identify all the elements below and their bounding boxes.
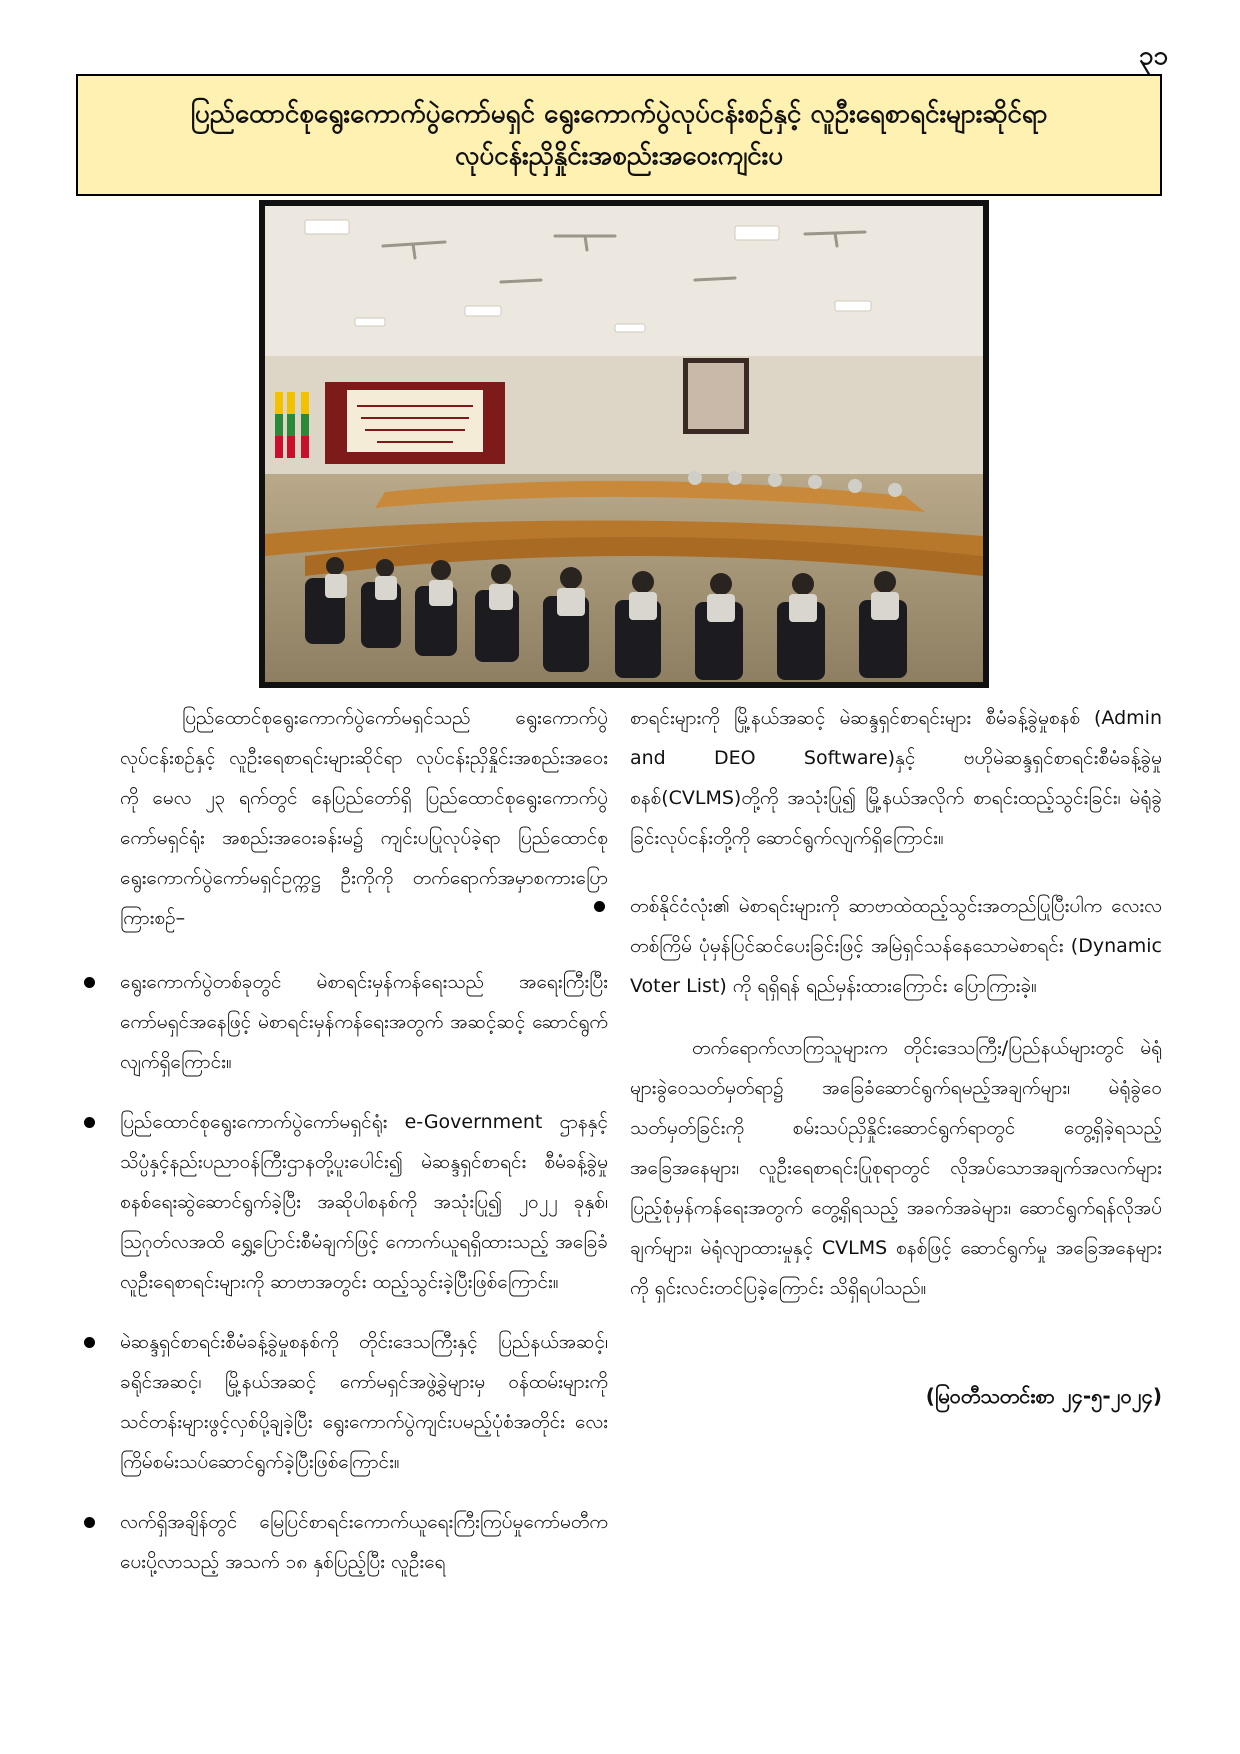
bullet-text-5: တစ်နိုင်ငံလုံး၏ မဲစာရင်းများကို ဆာဗာထဲထည့်သွင်းအတည်ပြုပြီးပါက လေးလတစ်ကြိမ် ပုံမှန်ပြင်ဆင်ပေးခြင်းဖြင့် အမြဲရှင်သန်နေသောမဲစာရင်း (Dynamic Voter List) ကို ရရှိရန် ရည်မှန်းထားကြောင်း ပြောကြားခဲ့။	[630, 895, 1162, 997]
article-title-line-1: ပြည်ထောင်စုရွေးကောက်ပွဲကော်မရှင် ရွေးကောက်ပွဲလုပ်ငန်းစဉ်နှင့် လူဦးရေစာရင်းများဆိုင်ရာ	[190, 99, 1048, 129]
bullet-text-4: လက်ရှိအချိန်တွင် မြေပြင်စာရင်းကောက်ယူရေးကြီးကြပ်မှုကော်မတီက ပေးပို့လာသည့် အသက် ၁၈ နှစ်ပြည့်ပြီး လူဦးရေ	[120, 1511, 608, 1573]
bullet-item-2	[120, 1102, 608, 1302]
bullet-item-3	[120, 1322, 608, 1482]
bullet-text-3: မဲဆန္ဒရှင်စာရင်းစီမံခန့်ခွဲမှုစနစ်ကို တိုင်းဒေသကြီးနှင့် ပြည်နယ်အဆင့်၊ ခရိုင်အဆင့်၊ မြို့နယ်အဆင့် ကော်မရှင်အဖွဲ့ခွဲများမှ ဝန်ထမ်းများကို သင်တန်းများဖွင့်လှစ်ပို့ချခဲ့ပြီး ရွေးကောက်ပွဲကျင်းပမည့်ပုံစံအတိုင်း လေးကြိမ်စမ်းသပ်ဆောင်ရွက်ခဲ့ပြီးဖြစ်ကြောင်း။	[120, 1331, 608, 1473]
article-column-right	[630, 698, 1162, 1416]
article-bullet-list-right	[630, 886, 1162, 1006]
bullet-item-1	[120, 962, 608, 1082]
bullet-icon	[84, 1117, 95, 1128]
article-title-line-2: လုပ်ငန်းညှိနှိုင်းအစည်းအဝေးကျင်းပ	[454, 141, 784, 171]
article-column-left	[120, 698, 608, 1582]
bullet-icon	[84, 1337, 95, 1348]
article-continued-paragraph: စာရင်းများကို မြို့နယ်အဆင့် မဲဆန္ဒရှင်စာရင်းများ စီမံခန့်ခွဲမှုစနစ် (Admin and DEO Software)နှင့် ဗဟိုမဲဆန္ဒရှင်စာရင်းစီမံခန့်ခွဲမှုစနစ်(CVLMS)တို့ကို အသုံးပြု၍ မြို့နယ်အလိုက် စာရင်းထည့်သွင်းခြင်း၊ မဲရုံခွဲခြင်းလုပ်ငန်းတို့ကို ဆောင်ရွက်လျက်ရှိကြောင်း။	[630, 707, 1162, 849]
bullet-text-1: ရွေးကောက်ပွဲတစ်ခုတွင် မဲစာရင်းမှန်ကန်ရေးသည် အရေးကြီးပြီး ကော်မရှင်အနေဖြင့် မဲစာရင်းမှန်ကန်ရေးအတွက် အဆင့်ဆင့် ဆောင်ရွက်လျက်ရှိကြောင်း။	[120, 971, 608, 1073]
bullet-icon	[594, 901, 605, 912]
bullet-item-5	[630, 886, 1162, 1006]
bullet-icon	[84, 1517, 95, 1528]
page-number: ၃၁	[1138, 41, 1168, 71]
bullet-text-2: ပြည်ထောင်စုရွေးကောက်ပွဲကော်မရှင်ရုံး e-Government ဌာနနှင့် သိပ္ပံနှင့်နည်းပညာဝန်ကြီးဌာနတို့ပူးပေါင်း၍ မဲဆန္ဒရှင်စာရင်း စီမံခန့်ခွဲမှုစနစ်ရေးဆွဲဆောင်ရွက်ခဲ့ပြီး အဆိုပါစနစ်ကို အသုံးပြု၍ ၂၀၂၂ ခုနှစ်၊ ဩဂုတ်လအထိ ရွှေ့ပြောင်းစီမံချက်ဖြင့် ကောက်ယူရရှိထားသည့် အခြေခံလူဦးရေစာရင်းများကို ဆာဗာအတွင်း ထည့်သွင်းခဲ့ပြီးဖြစ်ကြောင်း။	[120, 1111, 608, 1293]
article-title-box	[76, 74, 1162, 196]
meeting-room-illustration	[265, 206, 983, 682]
article-intro-paragraph: ပြည်ထောင်စုရွေးကောက်ပွဲကော်မရှင်သည် ရွေးကောက်ပွဲလုပ်ငန်းစဉ်နှင့် လူဦးရေစာရင်းများဆိုင်ရာ လုပ်ငန်းညှိနှိုင်းအစည်းအဝေးကို မေလ ၂၃ ရက်တွင် နေပြည်တော်ရှိ ပြည်ထောင်စုရွေးကောက်ပွဲကော်မရှင်ရုံး အစည်းအဝေးခန်းမ၌ ကျင်းပပြုလုပ်ခဲ့ရာ ပြည်ထောင်စုရွေးကောက်ပွဲကော်မရှင်ဥက္ကဋ္ဌ ဦးကိုကို တက်ရောက်အမှာစကားပြောကြားစဉ်–	[120, 707, 608, 929]
article-closing-paragraph: တက်ရောက်လာကြသူများက တိုင်းဒေသကြီး/ပြည်နယ်များတွင် မဲရုံများခွဲဝေသတ်မှတ်ရာ၌ အခြေခံဆောင်ရွက်ရမည့်အချက်များ၊ မဲရုံခွဲဝေသတ်မှတ်ခြင်းကို စမ်းသပ်ညှိနှိုင်းဆောင်ရွက်ရာတွင် တွေ့ရှိခဲ့ရသည့် အခြေအနေများ၊ လူဦးရေစာရင်းပြုစုရာတွင် လိုအပ်သောအချက်အလက်များ ပြည့်စုံမှန်ကန်ရေးအတွက် တွေ့ရှိရသည့် အခက်အခဲများ၊ ဆောင်ရွက်ရန်လိုအပ်ချက်များ၊ မဲရုံလျာထားမှုနှင့် CVLMS စနစ်ဖြင့် ဆောင်ရွက်မှု အခြေအနေများကို ရှင်းလင်းတင်ပြခဲ့ကြောင်း သိရှိရပါသည်။	[630, 1037, 1162, 1299]
bullet-icon	[84, 977, 95, 988]
bullet-item-4	[120, 1502, 608, 1582]
article-source: (မြဝတီသတင်းစာ ၂၄-၅-၂၀၂၄)	[925, 1384, 1162, 1408]
article-bullet-list	[120, 962, 608, 1582]
meeting-photo	[259, 200, 989, 688]
